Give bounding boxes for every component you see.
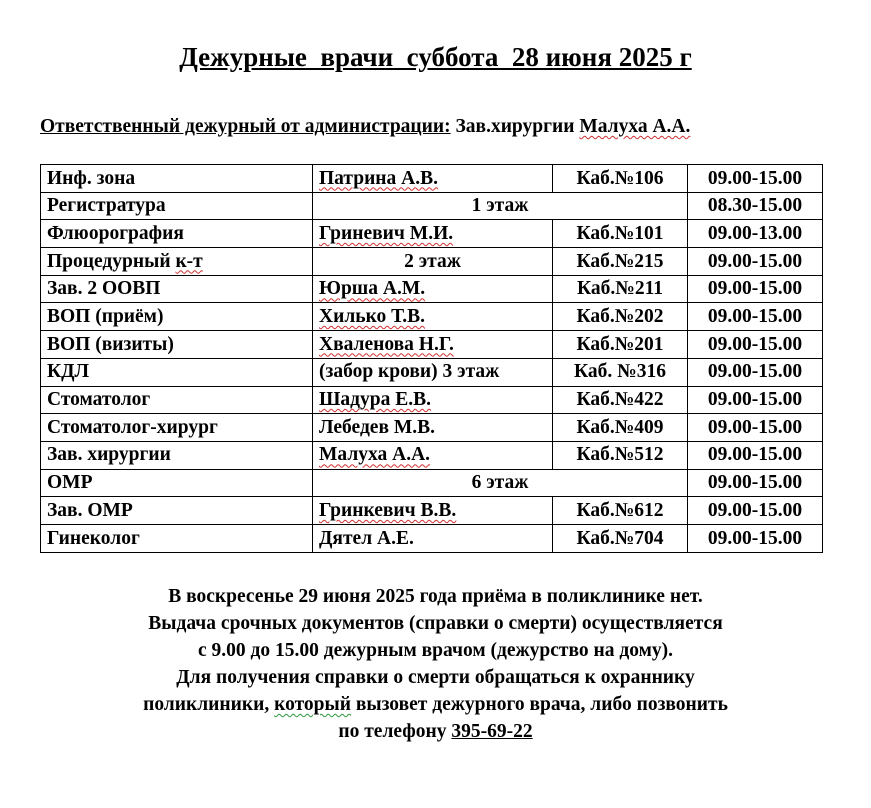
room-cell: Каб.№409 <box>553 414 688 442</box>
room-cell: Каб.№512 <box>553 441 688 469</box>
hours-cell: 09.00-15.00 <box>688 248 823 276</box>
sunday-notice <box>0 583 871 745</box>
notice-text: вызовет дежурного врача, либо позвонить <box>350 694 728 715</box>
duty-schedule-table <box>40 164 823 553</box>
phone-number: 395-69-22 <box>451 721 533 742</box>
dept-cell: Инф. зона <box>41 165 313 193</box>
room-cell: Каб.№422 <box>553 386 688 414</box>
hours-cell: 08.30-15.00 <box>688 192 823 220</box>
hours-cell: 09.00-15.00 <box>688 441 823 469</box>
dept-cell: ОМР <box>41 469 313 497</box>
room-cell: Каб.№201 <box>553 331 688 359</box>
notice-line: Для получения справки о смерти обращаться к охраннику <box>176 667 695 688</box>
doctor-cell: Хилько Т.В. <box>319 306 425 328</box>
table-row <box>41 220 823 248</box>
responsible-duty-line <box>40 116 690 138</box>
hours-cell: 09.00-15.00 <box>688 303 823 331</box>
doctor-cell: Хваленова Н.Г. <box>319 333 454 355</box>
dept-cell: Регистратура <box>41 192 313 220</box>
hours-cell: 09.00-13.00 <box>688 220 823 248</box>
dept-cell: Зав. хирургии <box>41 441 313 469</box>
room-cell: Каб.№106 <box>553 165 688 193</box>
table-row <box>41 275 823 303</box>
table-row <box>41 441 823 469</box>
notice-line: В воскресенье 29 июня 2025 года приёма в поликлинике нет. <box>168 586 703 607</box>
table-row <box>41 497 823 525</box>
notice-text: который <box>274 694 351 715</box>
table-row <box>41 469 823 497</box>
table-row <box>41 248 823 276</box>
table-row <box>41 358 823 386</box>
dept-cell: Зав. 2 ООВП <box>41 275 313 303</box>
notice-text: поликлиники, <box>143 694 275 715</box>
table-row <box>41 524 823 552</box>
room-cell: Каб.№612 <box>553 497 688 525</box>
notice-text: по телефону <box>338 721 452 742</box>
location-cell: 1 этаж <box>313 192 688 220</box>
doctor-cell: Патрина А.В. <box>319 167 439 189</box>
doctor-cell: Малуха А.А. <box>319 444 431 466</box>
hours-cell: 09.00-15.00 <box>688 275 823 303</box>
room-cell: Каб.№211 <box>553 275 688 303</box>
table-row <box>41 386 823 414</box>
notice-line: с 9.00 до 15.00 дежурным врачом (дежурство на дому). <box>197 640 674 661</box>
hours-cell: 09.00-15.00 <box>688 386 823 414</box>
dept-cell: Флюорография <box>41 220 313 248</box>
dept-cell: Стоматолог-хирург <box>41 414 313 442</box>
hours-cell: 09.00-15.00 <box>688 358 823 386</box>
dept-cell: Гинеколог <box>41 524 313 552</box>
notice-line: Выдача срочных документов (справки о смерти) осуществляется <box>148 613 723 634</box>
dept-cell: ВОП (визиты) <box>41 331 313 359</box>
doctor-cell: Дятел А.Е. <box>313 524 553 552</box>
table-row <box>41 192 823 220</box>
notice-line <box>0 691 871 718</box>
dept-cell: КДЛ <box>41 358 313 386</box>
room-cell: Каб.№101 <box>553 220 688 248</box>
responsible-prefix: Зав.хирургии <box>455 116 580 137</box>
doctor-cell: Шадура Е.В. <box>319 389 432 411</box>
table-row <box>41 331 823 359</box>
dept-cell: ВОП (приём) <box>41 303 313 331</box>
page-title: Дежурные врачи суббота 28 июня 2025 г <box>179 42 692 72</box>
doctor-cell: Гринкевич В.В. <box>319 499 457 521</box>
hours-cell: 09.00-15.00 <box>688 414 823 442</box>
responsible-name: Малуха А.А. <box>579 116 691 137</box>
room-cell: Каб.№202 <box>553 303 688 331</box>
location-cell: 6 этаж <box>313 469 688 497</box>
dept-cell: Стоматолог <box>41 386 313 414</box>
doctor-cell: Юрша А.М. <box>319 278 426 300</box>
doctor-cell: (забор крови) 3 этаж <box>313 358 553 386</box>
table-row <box>41 303 823 331</box>
responsible-label: Ответственный дежурный от администрации: <box>40 116 451 137</box>
notice-line <box>0 718 871 745</box>
hours-cell: 09.00-15.00 <box>688 331 823 359</box>
dept-cell: Зав. ОМР <box>41 497 313 525</box>
room-cell: Каб. №316 <box>553 358 688 386</box>
doctor-cell: Гриневич М.И. <box>319 222 454 244</box>
location-cell: 2 этаж <box>313 248 553 276</box>
table-row <box>41 414 823 442</box>
hours-cell: 09.00-15.00 <box>688 165 823 193</box>
room-cell: Каб.№704 <box>553 524 688 552</box>
doctor-cell: Лебедев М.В. <box>313 414 553 442</box>
table-row <box>41 165 823 193</box>
hours-cell: 09.00-15.00 <box>688 524 823 552</box>
hours-cell: 09.00-15.00 <box>688 469 823 497</box>
dept-cell: Процедурный к-т <box>41 248 313 276</box>
hours-cell: 09.00-15.00 <box>688 497 823 525</box>
room-cell: Каб.№215 <box>553 248 688 276</box>
